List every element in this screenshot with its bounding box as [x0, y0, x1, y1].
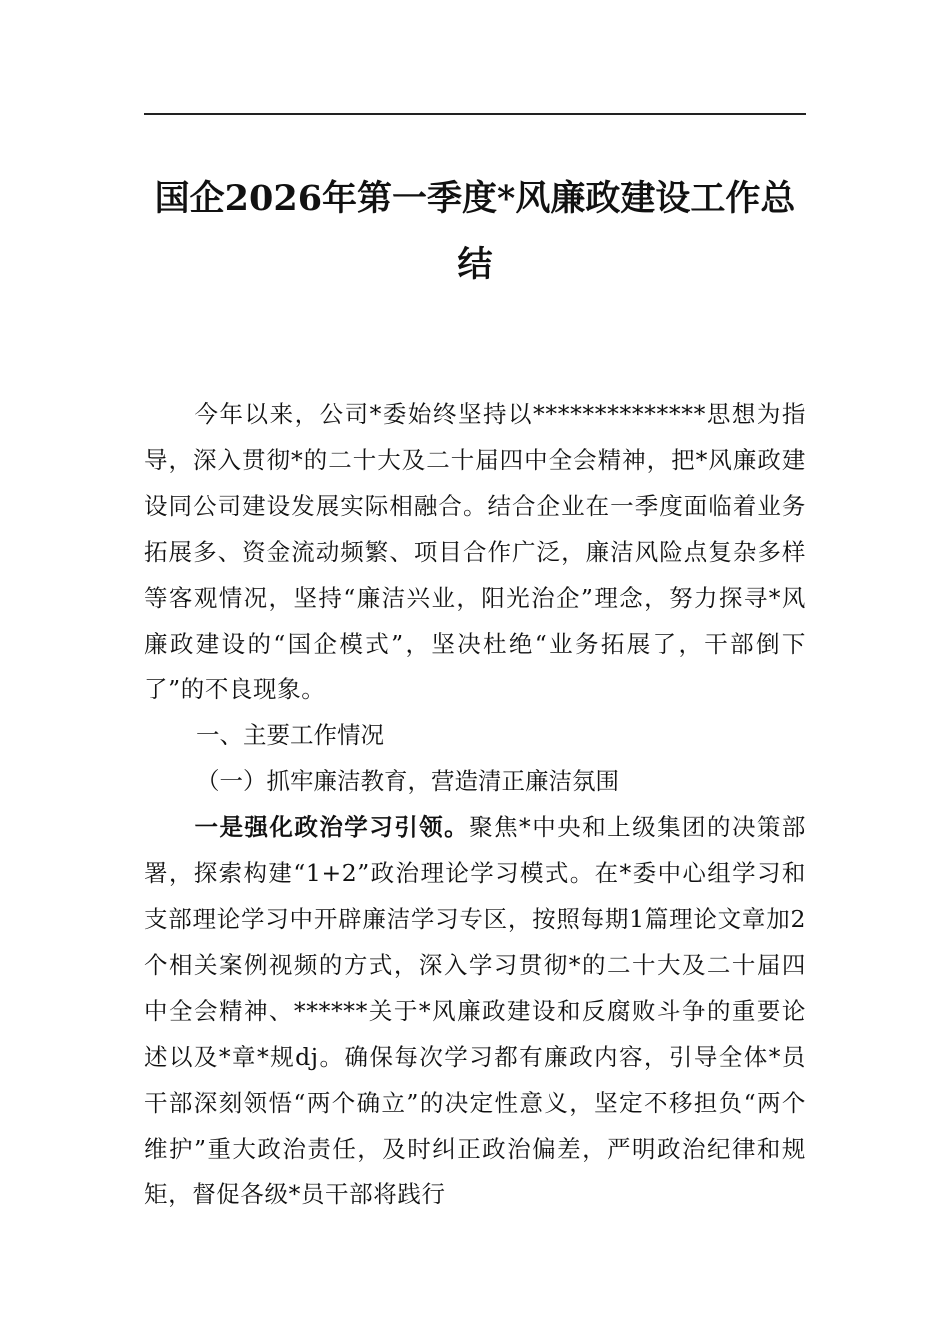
- point-paragraph: [144, 805, 806, 1218]
- intro-paragraph: 今年以来，公司*委始终坚持以**************思想为指导，深入贯彻*的二十大及二十届四中全会精神，把*风廉政建设同公司建设发展实际相融合。结合企业在一季度面临着业务拓展多、资金流动频繁、项目合作广泛，廉洁风险点复杂多样等客观情况，坚持“廉洁兴业，阳光治企”理念，努力探寻*风廉政建设的“国企模式”，坚决杜绝“业务拓展了，干部倒下了”的不良现象。: [144, 400, 806, 704]
- point-lead: 一是强化政治学习引领。: [194, 813, 470, 842]
- section-heading: 一、主要工作情况: [196, 721, 384, 750]
- point-body: 聚焦*中央和上级集团的决策部署，探索构建“1+2”政治理论学习模式。在*委中心组学习和支部理论学习中开辟廉洁学习专区，按照每期1篇理论文章加2个相关案例视频的方式，深入学习贯彻*的二十大及二十届四中全会精神、******关于*风廉政建设和反腐败斗争的重要论述以及*章*规dj。确保每次学习都有廉政内容，引导全体*员干部深刻领悟“两个确立”的决定性意义，坚定不移担负“两个维护”重大政治责任，及时纠正政治偏差，严明政治纪律和规矩，督促各级*员干部将践行: [144, 813, 806, 1209]
- title-line-1: 国企2026年第一季度*风廉政建设工作总: [154, 178, 796, 219]
- document-title: [144, 166, 806, 298]
- subsection-heading: （一）抓牢廉洁教育，营造清正廉洁氛围: [196, 767, 619, 796]
- document-body: [144, 392, 806, 1218]
- header-rule: [144, 113, 806, 115]
- title-line-2: 结: [457, 244, 493, 285]
